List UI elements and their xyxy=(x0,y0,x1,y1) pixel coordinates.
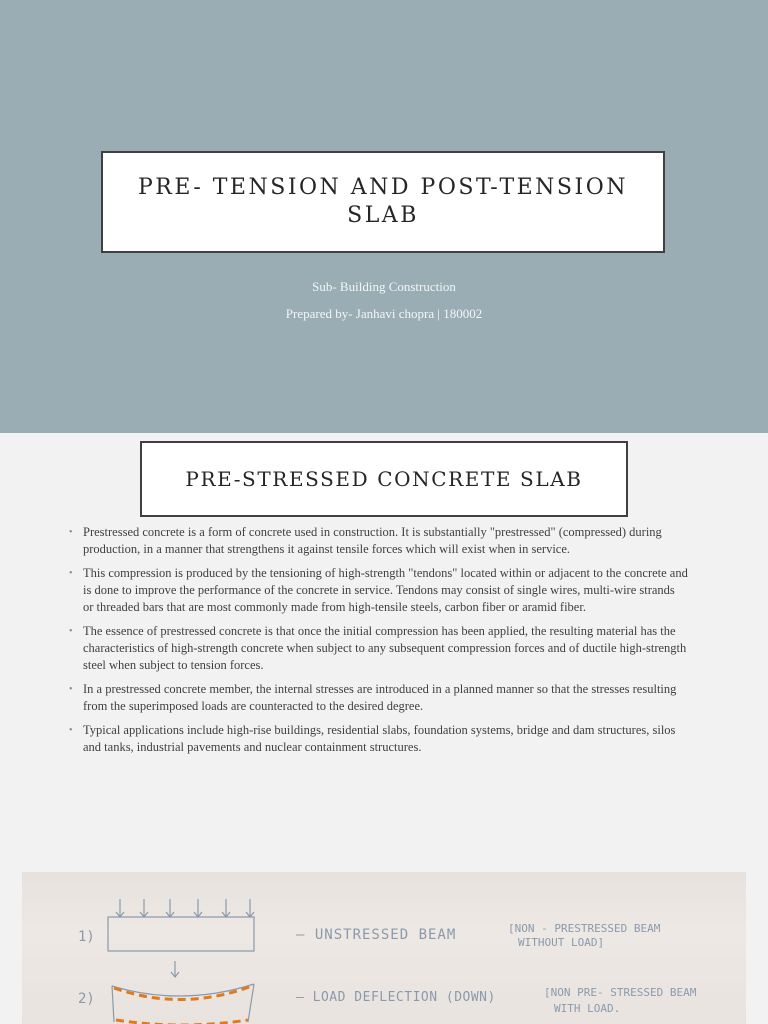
row2-number: 2) xyxy=(78,991,95,1007)
title-slide xyxy=(0,0,768,433)
unstressed-beam xyxy=(108,917,254,951)
content-slide xyxy=(0,433,768,1024)
author-subtitle: Prepared by- Janhavi chopra | 180002 xyxy=(285,306,483,321)
slide-heading: PRE-STRESSED CONCRETE SLAB xyxy=(185,467,583,491)
slide-title: PRE- TENSION AND POST-TENSION SLAB xyxy=(138,175,628,228)
transition-arrow xyxy=(171,961,179,977)
list-item xyxy=(68,524,688,558)
bullet-icon: • xyxy=(69,626,73,637)
row2-label: — LOAD DEFLECTION (DOWN) xyxy=(296,990,496,1005)
bullet-text: In a prestressed concrete member, the internal stresses are introduced in a planned manner so that the stresses resulting from the superimposed loads are counteracted to the desired degree. xyxy=(83,682,677,713)
row1-label: — UNSTRESSED BEAM xyxy=(296,927,457,943)
sketch-photo xyxy=(22,872,746,1024)
row1-number: 1) xyxy=(78,929,95,945)
bullet-icon: • xyxy=(69,684,73,695)
bullet-text: Prestressed concrete is a form of concrete used in construction. It is substantially "prestressed" (compressed) during production, in a manner that strengthens it against tensile forces which will exist when in service. xyxy=(83,525,662,556)
beam-sketch xyxy=(22,872,746,1024)
deflected-beam-left xyxy=(112,986,114,1022)
bullet-list xyxy=(68,524,688,763)
bullet-icon: • xyxy=(69,725,73,736)
list-item xyxy=(68,681,688,715)
row2-note-line1: [NON PRE- STRESSED BEAM xyxy=(544,986,697,999)
row1-note-line1: [NON - PRESTRESSED BEAM xyxy=(508,922,661,935)
bullet-text: The essence of prestressed concrete is that once the initial compression has been applied, the resulting material has the characteristics of high-strength concrete when subject to any subsequent compression forces and of ductile high-strength steel when subject to tension forces. xyxy=(83,624,687,672)
title-box xyxy=(101,151,665,253)
subject-subtitle: Sub- Building Construction xyxy=(312,279,456,294)
list-item xyxy=(68,722,688,756)
deflected-beam-right xyxy=(248,984,254,1022)
deflection-dashed-line xyxy=(114,986,252,1000)
row2-note-line2: WITH LOAD. xyxy=(554,1002,621,1015)
heading-box xyxy=(140,441,628,517)
row1-note-line2: WITHOUT LOAD] xyxy=(518,936,605,949)
list-item xyxy=(68,623,688,674)
bullet-icon: • xyxy=(69,527,73,538)
bullet-text: This compression is produced by the tensioning of high-strength "tendons" located within or adjacent to the concrete and is done to improve the performance of the concrete in service. Tendons may consist of single wires, multi-wire strands or threaded bars that are most commonly made from high-tensile steels, carbon fiber or aramid fiber. xyxy=(83,566,688,614)
deflection-dashed-bottom xyxy=(116,1020,248,1024)
list-item xyxy=(68,565,688,616)
bullet-icon: • xyxy=(69,568,73,579)
load-arrows xyxy=(116,899,254,917)
bullet-text: Typical applications include high-rise buildings, residential slabs, foundation systems, bridge and dam structures, silos and tanks, industrial pavements and nuclear containment structures. xyxy=(83,723,676,754)
